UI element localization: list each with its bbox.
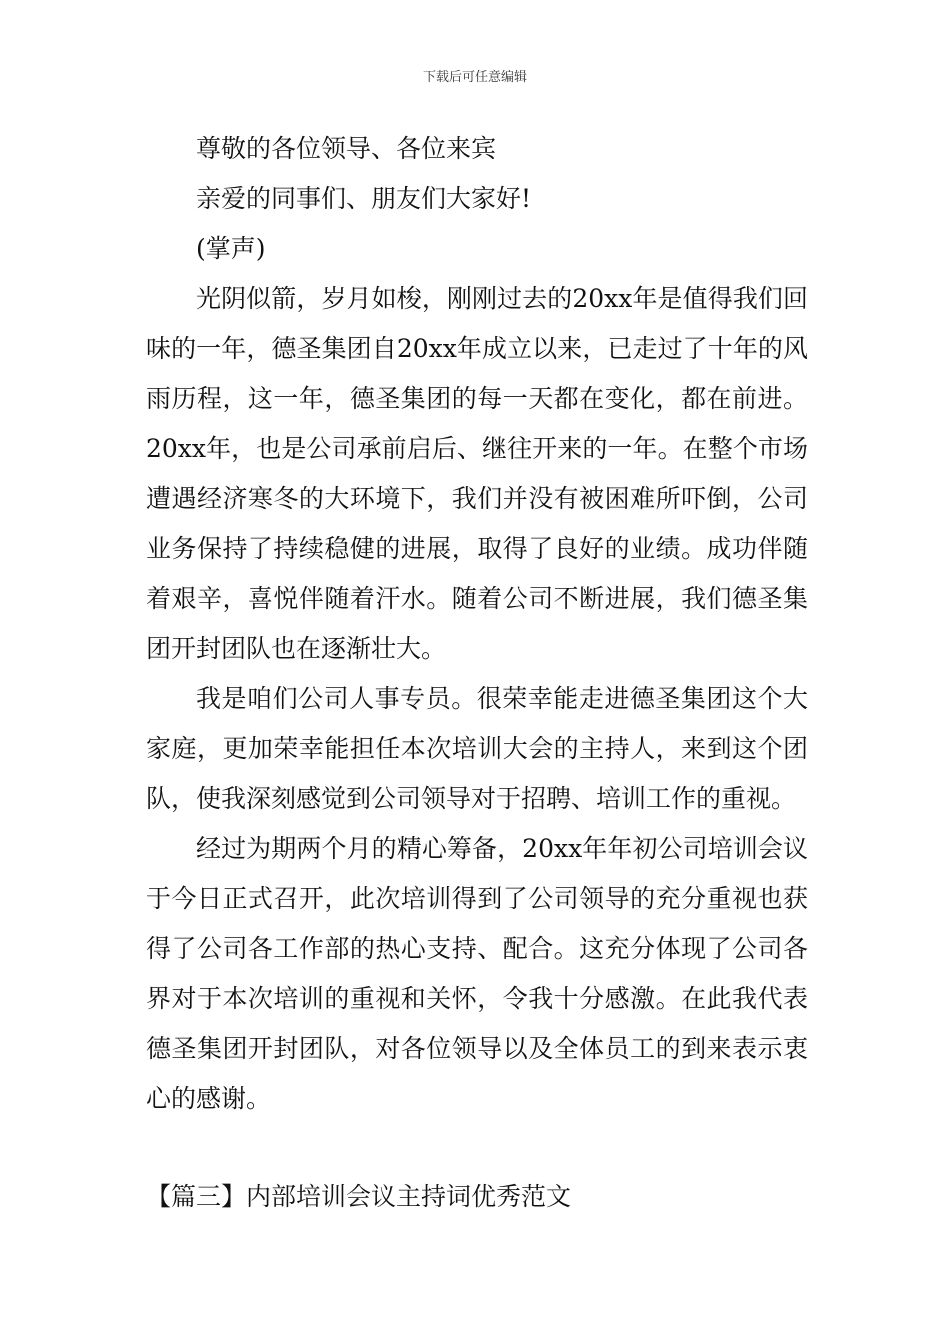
salutation-colleagues: 亲爱的同事们、朋友们大家好!: [196, 184, 532, 213]
header-note: 下载后可任意编辑: [422, 70, 527, 85]
salutation-leaders: 尊敬的各位领导、各位来宾: [196, 134, 497, 163]
applause-note: (掌声): [196, 234, 266, 263]
paragraph-self-intro: 我是咱们公司人事专员。很荣幸能走进德圣集团这个大家庭，更加荣幸能担任本次培训大会的主持人，来到这个团队，使我深刻感觉到公司领导对于招聘、培训工作的重视。: [146, 684, 808, 813]
document-body: [146, 124, 808, 1124]
section-heading: 【篇三】内部培训会议主持词优秀范文: [146, 1182, 572, 1211]
paragraph-meeting-opening: 经过为期两个月的精心筹备，20xx年年初公司培训会议于今日正式召开，此次培训得到了公司领导的充分重视也获得了公司各工作部的热心支持、配合。这充分体现了公司各界对于本次培训的重视和关怀，令我十分感激。在此我代表德圣集团开封团队，对各位领导以及全体员工的到来表示衷心的感谢。: [146, 834, 808, 1113]
paragraph-review-year: 光阴似箭，岁月如梭，刚刚过去的20xx年是值得我们回味的一年，德圣集团自20xx年成立以来，已走过了十年的风雨历程，这一年，德圣集团的每一天都在变化，都在前进。20xx年，也是公司承前启后、继往开来的一年。在整个市场遭遇经济寒冬的大环境下，我们并没有被困难所吓倒，公司业务保持了持续稳健的进展，取得了良好的业绩。成功伴随着艰辛，喜悦伴随着汗水。随着公司不断进展，我们德圣集团开封团队也在逐渐壮大。: [146, 284, 808, 663]
